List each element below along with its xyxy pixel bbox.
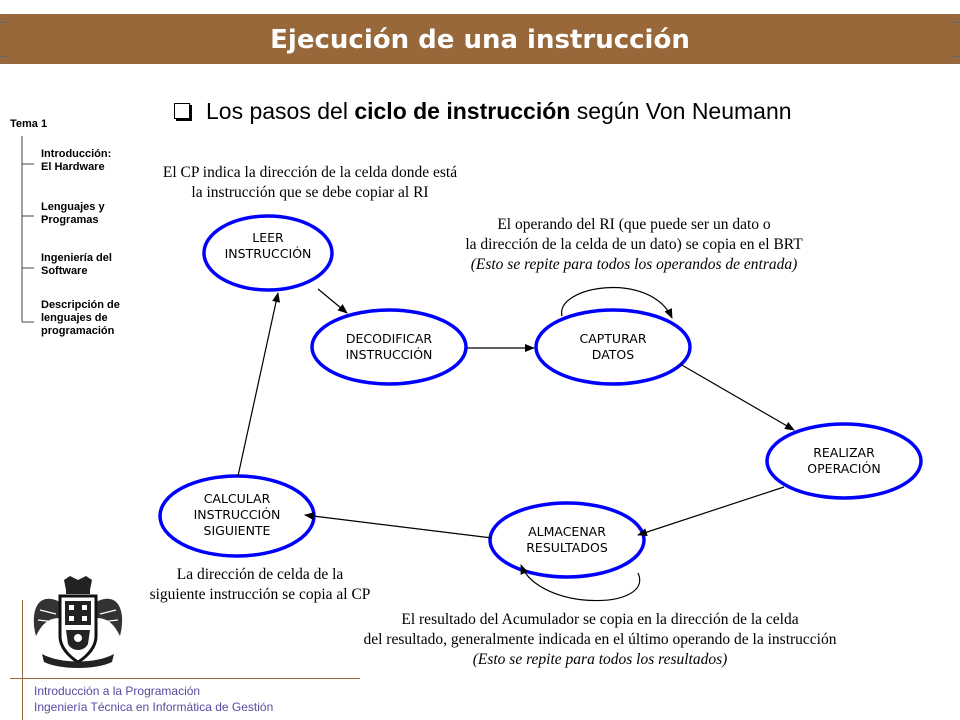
note-line: El operando del RI (que puede ser un dato o	[497, 216, 771, 233]
subtitle-prefix: Los pasos del	[206, 98, 355, 124]
sidebar-item-line: Lenguajes y	[41, 201, 105, 213]
note-line: del resultado, generalmente indicada en el último operando de la instrucción	[363, 631, 837, 648]
slide-title: Ejecución de una instrucción	[270, 25, 690, 55]
note-siguiente	[100, 565, 420, 605]
node-text: INSTRUCCIÓN	[193, 507, 281, 522]
note-line: siguiente instrucción se copia al CP	[149, 586, 371, 603]
note-line: El CP indica la dirección de la celda donde está	[162, 164, 458, 181]
arrow-almacenar-calcular	[305, 515, 492, 538]
node-text: SIGUIENTE	[203, 523, 271, 538]
sidebar-item-line: Programas	[41, 214, 99, 226]
note-operando	[384, 215, 884, 275]
node-leer-label	[204, 230, 332, 262]
arrow-leer-decodificar	[318, 289, 347, 313]
node-capturar-label	[536, 331, 690, 363]
node-decodificar-label	[312, 331, 466, 363]
note-line-italic	[384, 255, 884, 275]
note-line: La dirección de celda de la	[176, 566, 344, 583]
sidebar-item-line: Software	[41, 265, 88, 277]
node-realizar-label	[767, 445, 921, 477]
sidebar-item-line: programación	[41, 325, 115, 337]
note-italic: (Esto se repite para todos los operandos de entrada)	[470, 256, 798, 273]
footer-degree: Ingeniería Técnica en Informática de Gestión	[34, 700, 274, 714]
sidebar-heading: Tema 1	[10, 118, 48, 130]
sidebar-item-line: Introducción:	[41, 148, 112, 160]
node-text: CAPTURAR	[579, 331, 647, 346]
arrow-realizar-almacenar	[638, 487, 784, 535]
node-text: OPERACIÓN	[807, 461, 881, 476]
note-cp	[100, 163, 520, 203]
sidebar-item-line: El Hardware	[41, 161, 105, 173]
node-text: CALCULAR	[203, 491, 271, 506]
footer-rule	[10, 678, 360, 679]
note-line: la dirección de la celda de un dato) se copia en el BRT	[465, 236, 803, 253]
note-italic: (Esto se repite para todos los resultados)	[472, 651, 728, 668]
node-text: INSTRUCCIÓN	[224, 246, 312, 261]
arrow-calcular-leer	[238, 293, 278, 476]
footer	[34, 683, 273, 715]
node-text: RESULTADOS	[526, 540, 608, 555]
node-almacenar-label	[490, 524, 644, 556]
sidebar-item-line: Ingeniería del	[41, 252, 112, 264]
node-calcular-label	[160, 491, 314, 539]
sidebar-item-line: lenguajes de	[41, 312, 108, 324]
node-text: DATOS	[591, 347, 635, 362]
sidebar-item-line: Descripción de	[41, 299, 120, 311]
node-text: DECODIFICAR	[345, 331, 433, 346]
node-text: ALMACENAR	[528, 524, 606, 539]
note-line: la instrucción que se debe copiar al RI	[191, 184, 429, 201]
node-text: REALIZAR	[813, 445, 875, 460]
footer-vertical-rule	[22, 600, 23, 720]
footer-course: Introducción a la Programación	[34, 684, 201, 698]
node-text: INSTRUCCIÓN	[345, 347, 433, 362]
note-line: El resultado del Acumulador se copia en la dirección de la celda	[401, 611, 799, 628]
subtitle-bold: ciclo de instrucción	[354, 98, 571, 124]
arrow-capturar-realizar	[680, 364, 794, 430]
node-text: LEER	[252, 230, 284, 245]
note-resultado	[280, 610, 920, 670]
note-line-italic	[280, 650, 920, 670]
university-crest-logo	[26, 574, 130, 670]
subtitle-suffix: según Von Neumann	[570, 98, 792, 124]
